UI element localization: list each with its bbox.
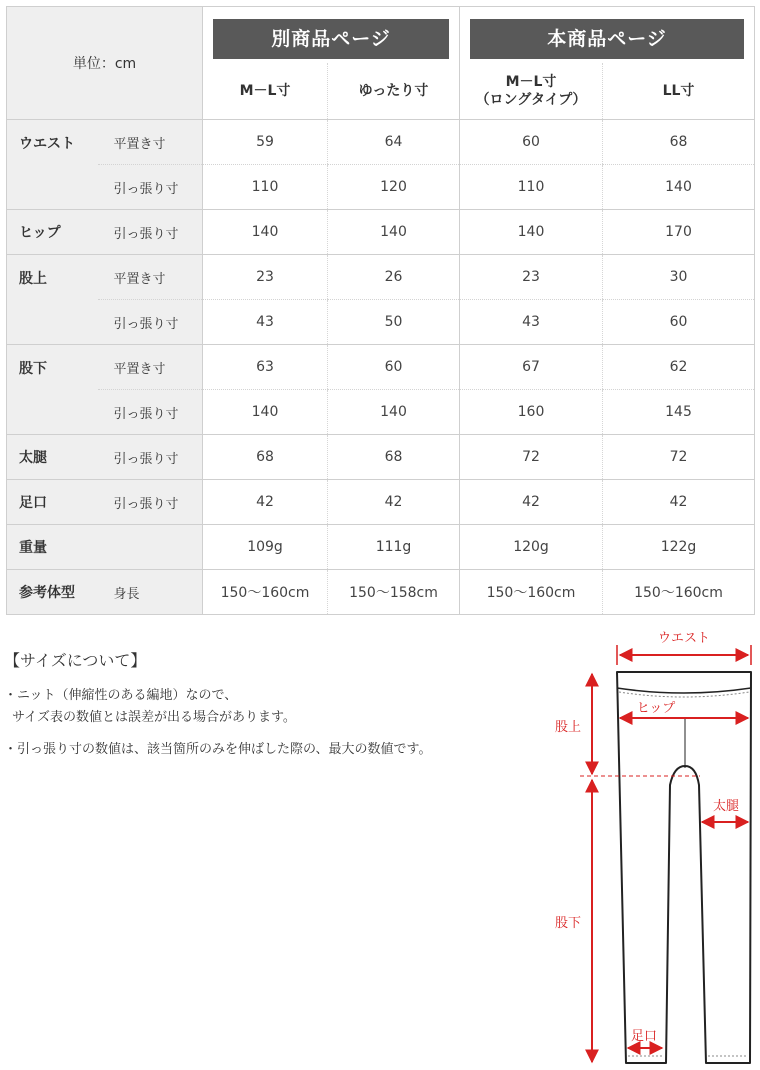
table-cell: 170	[603, 210, 755, 255]
row-sub-label: 引っ張り寸	[98, 480, 203, 525]
table-cell: 150〜160cm	[203, 570, 328, 615]
row-category-rise: 股上	[7, 255, 98, 345]
table-cell: 150〜160cm	[460, 570, 603, 615]
group-header-label: 本商品ページ	[470, 19, 744, 59]
row-category-waist: ウエスト	[7, 120, 98, 210]
table-cell: 140	[203, 390, 328, 435]
table-cell: 160	[460, 390, 603, 435]
table-cell: 67	[460, 345, 603, 390]
table-cell: 43	[203, 300, 328, 345]
table-cell: 23	[460, 255, 603, 300]
table-cell: 110	[460, 165, 603, 210]
table-cell: 42	[603, 480, 755, 525]
row-sub-label: 身長	[98, 570, 203, 615]
row-sub-label: 平置き寸	[98, 345, 203, 390]
table-cell: 42	[460, 480, 603, 525]
row-sub-label: 平置き寸	[98, 255, 203, 300]
note-item: ・ニット（伸縮性のある編地）なので、 サイズ表の数値とは誤差が出る場合があります。	[4, 688, 296, 725]
table-cell: 42	[328, 480, 460, 525]
row-category-weight: 重量	[7, 525, 98, 570]
row-sub-label: 引っ張り寸	[98, 165, 203, 210]
table-cell: 140	[203, 210, 328, 255]
table-cell: 59	[203, 120, 328, 165]
table-cell: 30	[603, 255, 755, 300]
row-category-inseam: 股下	[7, 345, 98, 435]
table-cell: 140	[328, 390, 460, 435]
table-cell: 111g	[328, 525, 460, 570]
table-cell: 23	[203, 255, 328, 300]
table-cell: 50	[328, 300, 460, 345]
unit-label: 単位：cm	[7, 7, 203, 120]
column-header-m-l-long: M－L寸 （ロングタイプ）	[460, 63, 603, 120]
table-cell: 140	[328, 210, 460, 255]
row-sub-label: 引っ張り寸	[98, 390, 203, 435]
table-cell: 110	[203, 165, 328, 210]
table-cell: 42	[203, 480, 328, 525]
note-item: ・引っ張り寸の数値は、該当箇所のみを伸ばした際の、最大の数値です。	[4, 742, 432, 757]
table-cell: 68	[328, 435, 460, 480]
table-cell: 64	[328, 120, 460, 165]
row-category-hip: ヒップ	[7, 210, 98, 255]
table-cell: 60	[460, 120, 603, 165]
table-cell: 60	[328, 345, 460, 390]
table-cell: 140	[460, 210, 603, 255]
table-cell: 150〜158cm	[328, 570, 460, 615]
table-cell: 140	[603, 165, 755, 210]
group-header-label: 別商品ページ	[213, 19, 449, 59]
table-cell: 68	[203, 435, 328, 480]
table-cell: 60	[603, 300, 755, 345]
table-cell: 63	[203, 345, 328, 390]
hem-label: 足口	[630, 1029, 658, 1044]
table-cell: 72	[603, 435, 755, 480]
notes-title: 【サイズについて】	[4, 651, 147, 670]
hip-label: ヒップ	[636, 701, 676, 716]
row-sub-label: 引っ張り寸	[98, 300, 203, 345]
table-cell: 120	[328, 165, 460, 210]
table-cell: 109g	[203, 525, 328, 570]
row-sub-label: 引っ張り寸	[98, 210, 203, 255]
row-category-hem: 足口	[7, 480, 98, 525]
column-header-loose: ゆったり寸	[328, 63, 460, 120]
table-cell: 62	[603, 345, 755, 390]
row-category-reference-body: 参考体型	[7, 570, 98, 615]
waist-label: ウエスト	[657, 631, 711, 646]
thigh-label: 太腿	[712, 799, 740, 814]
rise-label: 股上	[554, 720, 582, 735]
row-category-thigh: 太腿	[7, 435, 98, 480]
table-cell: 150〜160cm	[603, 570, 755, 615]
inseam-label: 股下	[554, 916, 582, 931]
table-cell: 145	[603, 390, 755, 435]
table-cell: 122g	[603, 525, 755, 570]
row-sub-label: 平置き寸	[98, 120, 203, 165]
row-sub-label: 引っ張り寸	[98, 435, 203, 480]
table-cell: 68	[603, 120, 755, 165]
table-cell: 120g	[460, 525, 603, 570]
table-cell: 26	[328, 255, 460, 300]
column-header-ll: LL寸	[603, 63, 755, 120]
column-header-m-l: M－L寸	[203, 63, 328, 120]
table-cell: 43	[460, 300, 603, 345]
leggings-outline	[617, 672, 751, 1063]
table-cell: 72	[460, 435, 603, 480]
